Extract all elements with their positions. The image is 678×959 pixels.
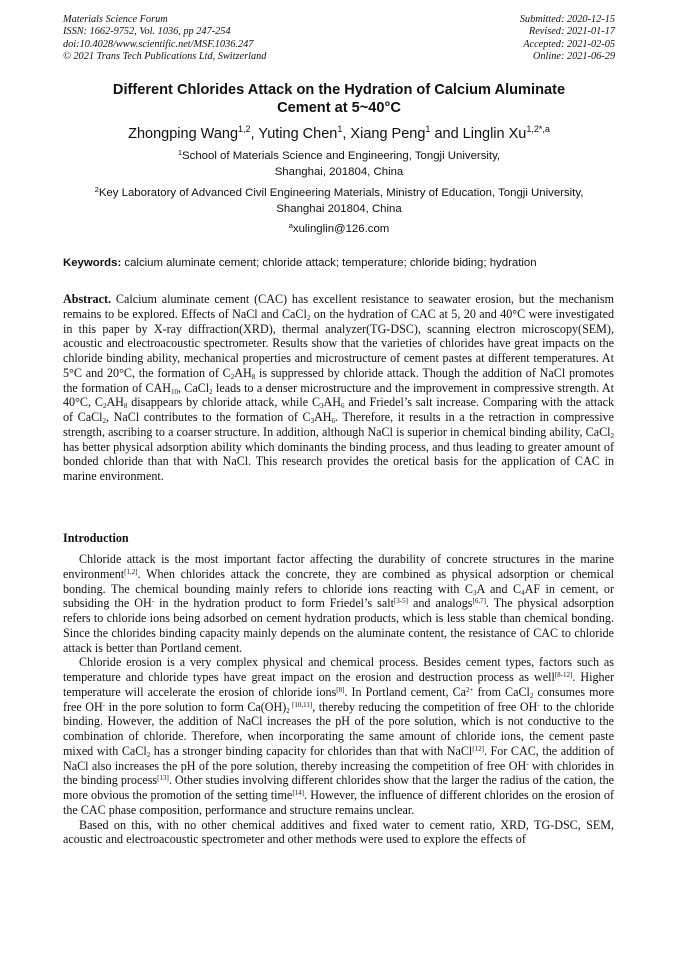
text-run: . When chlorides attack the concrete, they are combined as physical adsorption or chemical bonding. The chemical bounding mainly refers to chloride ions reacting with C (63, 566, 614, 596)
superscript: - (151, 597, 155, 606)
superscript: - (537, 700, 540, 709)
subscript: 2 (529, 691, 534, 700)
text-run: , CaCl (177, 380, 210, 395)
superscript: [6,7] (472, 597, 486, 606)
subscript: 2 (209, 387, 213, 396)
issn-volume: ISSN: 1662-9752, Vol. 1036, pp 247-254 (63, 26, 231, 38)
text-run: has better physical adsorption ability which dominants the binding process, and thus leading to greater amount of bonded chloride than that with NaCl. This research provides the oretical basis for the application of CAC in marine environment. (63, 439, 614, 483)
copyright: © 2021 Trans Tech Publications Ltd, Switzerland (63, 51, 267, 63)
title-line-2: Cement at 5~40°C (277, 100, 401, 116)
text-run: . For CAC, the addition of NaCl also increases the pH of the pore solution, thereby increasing the competition of free OH (63, 743, 614, 773)
author: Xiang Peng$^1$ (350, 124, 431, 142)
text-run: to the chloride binding. However, the addition of NaCl increases the pH of the pore solution, which is not conductive to the combination of chloride. Therefore, when incorporating the same amount of chloride ions, the cement paste mixed with CaCl (63, 699, 615, 758)
subscript: 10 (170, 387, 178, 396)
text-run: in the hydration product to form Friedel’s salt (154, 596, 394, 611)
journal-header (63, 14, 615, 66)
publication-info (63, 14, 266, 64)
text-run: Calcium aluminate cement (CAC) has excellent resistance to seawater erosion, but the mechanism remains to be explored. Effects of NaCl and CaCl (63, 292, 614, 321)
introduction-body (63, 552, 614, 847)
author: Zhongping Wang$^{1,2}$ (128, 124, 251, 142)
subscript: 2 (306, 313, 311, 322)
text-run: in the pore solution to form Ca(OH) (105, 699, 287, 714)
paragraph (63, 552, 614, 655)
paper-title (70, 81, 608, 117)
journal-name: Materials Science Forum (63, 14, 168, 25)
text-run: is suppressed by chloride attack. Though the addition of NaCl promotes the formation of CAH (63, 365, 614, 395)
text-run: . However, the influence of different chlorides on the erosion of the CAC phase composition, performance and structure remains unclear. (63, 788, 614, 817)
superscript: [13] (157, 774, 169, 783)
author-affiliation-mark: 1 (337, 124, 343, 134)
superscript: - (102, 700, 106, 709)
text-run: Based on this, with no other chemical additives and fixed water to cement ratio, XRD, TG-DSC, SEM, acoustic and electroacoustic spectrometer and other methods were used to explore the effects of (63, 817, 614, 847)
text-run: consumes more free OH (63, 684, 615, 714)
superscript: [8] (336, 685, 345, 694)
email-address: xulinglin@126.com (292, 223, 390, 235)
author: Linglin $Xu^{1,2*,a}$ (462, 124, 550, 142)
text-run: and analogs (407, 596, 473, 611)
paragraph (63, 818, 614, 848)
subscript: 2 (146, 750, 151, 759)
text-run: disappears by chloride attack, while C (127, 395, 321, 410)
text-run: . Higher temperature will accelerate the erosion of chloride ions (63, 670, 614, 699)
submitted-date: Submitted: 2020-12-15 (519, 14, 615, 25)
subscript: 2 (286, 706, 290, 715)
author-affiliation-mark: 1 (425, 124, 431, 134)
text-run: AH (323, 395, 341, 410)
text-run: , thereby reducing the competition of free OH (312, 699, 538, 714)
text-run: Chloride attack is the most important factor affecting the durability of concrete structures in the marine environment (63, 552, 614, 581)
abstract-text (63, 292, 614, 483)
text-run: . The physical adsorption refers to chloride ions being adsorbed on cement hydration products, which is less stable than chemical bonding. Since the chlorides binding capacity mainly depends on the aluminate content, the resistance of CAC to chloride attack is better than Portland cement. (63, 596, 615, 655)
text-run: . Other studies involving different chlorides show that the larger the radius of the cation, the more obvious the promotion of the setting time (63, 773, 615, 802)
abstract-label: Abstract. (63, 292, 112, 306)
corresponding-email: $^a$xulinglin@126.com (288, 221, 390, 235)
text-run: on the hydration of CAC at 5, 20 and 40°C were investigated in this paper by X-ray diffraction(XRD), thermal analyzer(TG-DSC), scanning electron microscopy(SEM), acoustic and electroacoustic spectrometer. Results show that the varieties of chlorides have great impacts on the chloride binding ability, mechanical properties and microstructure of cement pastes at different temperatures. At 5°C and 20°C, the formation of C (63, 306, 614, 380)
superscript: [1,2] (124, 567, 138, 576)
affiliation-1: $^1$School of Materials Science and Engineering, Tongji University, Shanghai, 201804, China (177, 148, 501, 178)
text-run: with chlorides in the binding process (63, 758, 614, 788)
abstract (63, 292, 614, 484)
keywords-label: Keywords: (63, 257, 122, 269)
text-run: leads to a denser microstructure and the improvement in compressive strength. At 40°C, C (63, 380, 614, 410)
subscript: 2 (102, 402, 107, 411)
subscript: 8 (123, 402, 128, 411)
text-run: Chloride erosion is a very complex physical and chemical process. Besides cement types, factors such as temperature and chloride types have great impact on the erosion and destruction process as well (63, 655, 614, 684)
subscript: 3 (310, 417, 315, 425)
subscript: 6 (341, 402, 345, 411)
superscript: [10,11] (289, 700, 313, 709)
text-run: , NaCl contributes to the formation of C (106, 410, 311, 424)
doi: doi:10.4028/www.scientific.net/MSF.1036.247 (63, 38, 254, 50)
author: Yuting Chen$^1$ (258, 124, 343, 142)
subscript: 4 (521, 588, 525, 597)
paragraph (63, 655, 614, 817)
subscript: 3 (320, 402, 324, 411)
section-heading-introduction: Introduction (63, 531, 129, 545)
subscript: 3 (472, 588, 477, 597)
text-run: AH (314, 410, 332, 424)
superscript: [8-12] (554, 671, 573, 679)
keywords-text: calcium aluminate cement; chloride attack; temperature; chloride biding; hydration (121, 257, 537, 269)
text-run: and Friedel’s salt increase. Comparing with the attack of CaCl (63, 395, 614, 424)
keywords (63, 256, 623, 270)
title-line-1: Different Chlorides Attack on the Hydration of Calcium Aluminate (112, 82, 566, 98)
author-list: Zhongping Wang$^{1,2}$, Yuting Chen$^1$, Xiang Peng$^1$ and Linglin $Xu^{1,2*,a}$ (128, 124, 550, 142)
subscript: 2 (102, 417, 107, 425)
text-run: AF in cement, or subsiding the OH (63, 581, 614, 611)
text-run: has a stronger binding capacity for chlorides than that with NaCl (150, 743, 473, 758)
superscript: [3-5] (393, 597, 408, 606)
text-run: . In Portland cement, Ca (344, 684, 467, 699)
affiliation-2: $^2$Key Laboratory of Advanced Civil Engineering Materials, Ministry of Education, Tongji University, Shanghai 201804, China (94, 185, 584, 215)
author-affiliation-mark: 1,2*,a (526, 124, 550, 134)
subscript: 2 (230, 372, 235, 381)
submission-dates (520, 14, 615, 64)
superscript: - (526, 759, 529, 768)
subscript: 6 (331, 417, 336, 425)
author-affiliation-mark: 1,2 (238, 124, 251, 134)
superscript: [14] (292, 789, 304, 797)
text-run: A and C (476, 581, 522, 596)
subscript: 8 (251, 372, 256, 381)
accepted-date: Accepted: 2021-02-05 (523, 38, 615, 50)
text-run: . Therefore, it results in a the retraction in compressive strength, ascribing to a coarser structure. In addition, although NaCl is superior in chemical binding ability, CaCl (63, 410, 614, 439)
text-run: from CaCl (473, 684, 530, 699)
text-run: AH (234, 365, 252, 380)
text-run: AH (106, 395, 124, 410)
subscript: 2 (610, 431, 614, 440)
online-date: Online: 2021-06-29 (532, 51, 615, 63)
superscript: 2+ (466, 685, 474, 694)
revised-date: Revised: 2021-01-17 (528, 26, 615, 38)
superscript: [12] (472, 744, 484, 753)
